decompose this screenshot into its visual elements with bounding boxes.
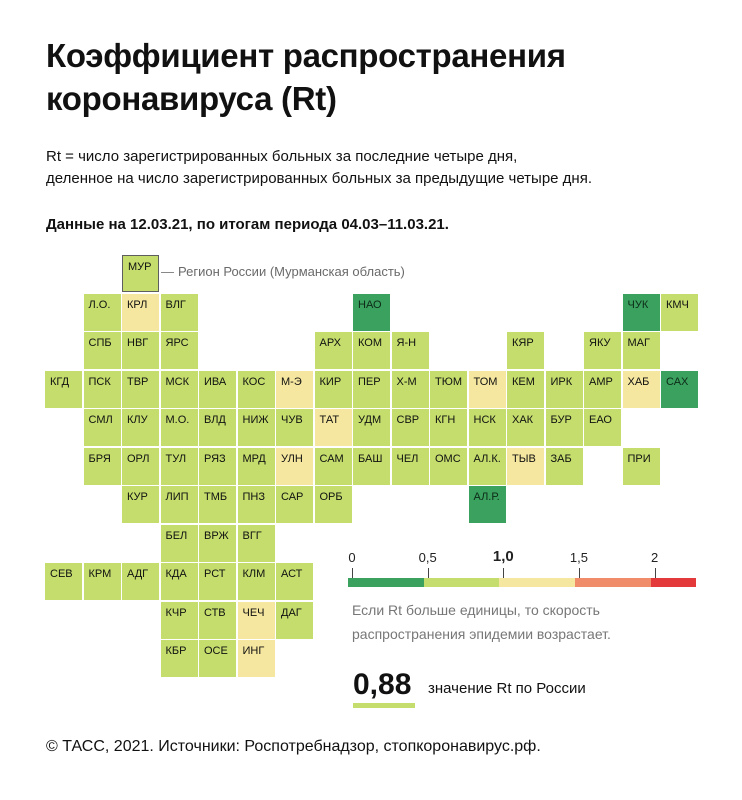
region-code: Я-Н xyxy=(396,337,417,349)
region-tile-10 xyxy=(315,332,352,369)
scale-tick-label-4: 2 xyxy=(650,550,659,565)
region-code: КОМ xyxy=(358,337,383,349)
region-tile-62 xyxy=(161,486,198,523)
region-tile-75 xyxy=(199,563,236,600)
region-tile-41 xyxy=(392,409,429,446)
region-tile-32 xyxy=(661,371,698,408)
region-code: САХ xyxy=(666,375,689,388)
region-tile-74 xyxy=(161,563,198,600)
region-tile-77 xyxy=(276,563,313,600)
region-tile-80 xyxy=(238,602,275,639)
region-code: КМЧ xyxy=(666,298,689,311)
scale-note-line-2: распространения эпидемии возрастает. xyxy=(352,626,611,642)
region-tile-59 xyxy=(546,448,583,485)
region-code: КДА xyxy=(165,568,187,580)
region-code: УЛН xyxy=(281,452,303,465)
region-tile-8 xyxy=(122,332,159,369)
region-code: ЕАО xyxy=(589,414,612,426)
region-tile-45 xyxy=(546,409,583,446)
region-code: КЧР xyxy=(165,606,187,619)
region-tile-83 xyxy=(199,640,236,677)
region-code: М-Э xyxy=(281,375,302,388)
region-code: ОСЕ xyxy=(204,645,228,657)
region-tile-27 xyxy=(469,371,506,408)
region-code: КРЛ xyxy=(127,298,148,311)
region-tile-1 xyxy=(84,294,121,331)
region-code: МСК xyxy=(165,375,190,388)
region-tile-58 xyxy=(507,448,544,485)
region-code: АЛ.К. xyxy=(473,452,501,465)
region-code: ХАК xyxy=(512,414,534,426)
region-code: ЧЕЧ xyxy=(242,606,265,619)
region-code: ИВА xyxy=(204,375,227,388)
region-tile-48 xyxy=(122,448,159,485)
region-code: ЗАБ xyxy=(550,452,572,465)
region-tile-29 xyxy=(546,371,583,408)
scale-tick-mark-1 xyxy=(428,568,429,578)
russia-rt-value: 0,88 xyxy=(353,668,412,701)
scale-tick-label-1: 0,5 xyxy=(418,550,437,565)
region-tile-69 xyxy=(199,525,236,562)
region-code: ХАБ xyxy=(627,375,650,388)
region-tile-3 xyxy=(161,294,198,331)
region-code: Х-М xyxy=(396,375,417,388)
scale-note xyxy=(352,598,712,646)
color-scale xyxy=(348,550,698,590)
region-code: ИРК xyxy=(550,375,573,388)
region-tile-82 xyxy=(161,640,198,677)
region-code: БЕЛ xyxy=(165,529,188,542)
region-tile-9 xyxy=(161,332,198,369)
region-tile-14 xyxy=(584,332,621,369)
region-tile-35 xyxy=(161,409,198,446)
region-code: ОРБ xyxy=(319,491,343,503)
scale-note-line-1: Если Rt больше единицы, то скорость xyxy=(352,602,600,618)
region-tile-52 xyxy=(276,448,313,485)
region-code: БАШ xyxy=(358,452,383,465)
region-code: ПРИ xyxy=(627,452,651,465)
region-code: ТЮМ xyxy=(435,375,462,388)
region-code: АЛ.Р. xyxy=(473,491,500,503)
date-line: Данные на 12.03.21, по итогам периода 04.03–11.03.21. xyxy=(46,216,449,233)
region-tile-31 xyxy=(623,371,660,408)
region-tile-21 xyxy=(238,371,275,408)
region-tile-36 xyxy=(199,409,236,446)
footer-source: © ТАСС, 2021. Источники: Роспотребнадзор, стопкоронавирус.рф. xyxy=(46,738,541,755)
region-code: ОМС xyxy=(435,452,461,465)
region-tile-61 xyxy=(122,486,159,523)
scale-segment-0 xyxy=(348,578,424,587)
region-tile-40 xyxy=(353,409,390,446)
region-code: КУР xyxy=(127,491,148,503)
region-tile-19 xyxy=(161,371,198,408)
region-code: ТМБ xyxy=(204,491,228,503)
region-code: РСТ xyxy=(204,568,226,580)
region-tile-37 xyxy=(238,409,275,446)
subtitle-line-2: деленное на число зарегистрированных больных за предыдущие четыре дня. xyxy=(46,170,592,187)
legend-connector xyxy=(161,272,174,273)
region-code: КЯР xyxy=(512,337,534,349)
region-code: ВЛГ xyxy=(165,298,186,311)
region-code: КЕМ xyxy=(512,375,535,388)
region-tile-81 xyxy=(276,602,313,639)
region-code: АСТ xyxy=(281,568,303,580)
region-tile-54 xyxy=(353,448,390,485)
region-code: ВРЖ xyxy=(204,529,229,542)
scale-tick-label-3: 1,5 xyxy=(569,550,588,565)
region-tile-65 xyxy=(276,486,313,523)
region-code: ПНЗ xyxy=(242,491,265,503)
subtitle-line-1: Rt = число зарегистрированных больных за последние четыре дня, xyxy=(46,148,518,165)
region-code: АДГ xyxy=(127,568,149,580)
scale-segment-3 xyxy=(575,578,651,587)
region-tile-63 xyxy=(199,486,236,523)
region-tile-34 xyxy=(122,409,159,446)
region-code: ЯКУ xyxy=(589,337,611,349)
region-tile-51 xyxy=(238,448,275,485)
region-code: АМР xyxy=(589,375,613,388)
region-code: КЛУ xyxy=(127,414,148,426)
region-code: КГН xyxy=(435,414,456,426)
region-tile-25 xyxy=(392,371,429,408)
region-code: ТВР xyxy=(127,375,149,388)
region-code: КОС xyxy=(242,375,266,388)
region-code: КРМ xyxy=(88,568,112,580)
region-code: ОРЛ xyxy=(127,452,150,465)
region-code: АРХ xyxy=(319,337,342,349)
region-code: РЯЗ xyxy=(204,452,226,465)
region-tile-0 xyxy=(122,255,159,292)
region-tile-64 xyxy=(238,486,275,523)
region-code: ВГГ xyxy=(242,529,262,542)
region-tile-49 xyxy=(161,448,198,485)
region-code: ТУЛ xyxy=(165,452,187,465)
page-title: Коэффициент распространения коронавируса (Rt) xyxy=(46,37,566,117)
region-tile-24 xyxy=(353,371,390,408)
region-tile-22 xyxy=(276,371,313,408)
region-tile-42 xyxy=(430,409,467,446)
region-code: УДМ xyxy=(358,414,382,426)
region-tile-50 xyxy=(199,448,236,485)
region-tile-16 xyxy=(45,371,82,408)
scale-tick-label-0: 0 xyxy=(348,550,356,565)
region-code: СМЛ xyxy=(88,414,113,426)
region-code: КБР xyxy=(165,645,187,657)
region-code: СТВ xyxy=(204,606,226,619)
region-code: ТОМ xyxy=(473,375,498,388)
region-tile-20 xyxy=(199,371,236,408)
region-tile-6 xyxy=(661,294,698,331)
region-code: ЧЕЛ xyxy=(396,452,419,465)
region-tile-18 xyxy=(122,371,159,408)
scale-segment-1 xyxy=(424,578,500,587)
region-code: ПСК xyxy=(88,375,111,388)
region-tile-13 xyxy=(507,332,544,369)
region-tile-33 xyxy=(84,409,121,446)
region-tile-38 xyxy=(276,409,313,446)
region-tile-71 xyxy=(45,563,82,600)
region-code: СВР xyxy=(396,414,420,426)
region-code: САМ xyxy=(319,452,344,465)
region-code: Л.О. xyxy=(88,298,111,311)
region-tile-30 xyxy=(584,371,621,408)
region-tile-2 xyxy=(122,294,159,331)
region-tile-57 xyxy=(469,448,506,485)
scale-tick-mark-4 xyxy=(655,568,656,578)
region-code: СЕВ xyxy=(50,568,73,580)
russia-rt-underline xyxy=(353,703,415,708)
region-code: БРЯ xyxy=(88,452,111,465)
region-tile-72 xyxy=(84,563,121,600)
region-tile-60 xyxy=(623,448,660,485)
region-tile-78 xyxy=(161,602,198,639)
region-tile-66 xyxy=(315,486,352,523)
scale-segment-2 xyxy=(499,578,575,587)
region-code: ДАГ xyxy=(281,606,302,619)
region-code: НВГ xyxy=(127,337,149,349)
region-code: НАО xyxy=(358,298,382,311)
region-code: ЧУВ xyxy=(281,414,303,426)
region-tile-56 xyxy=(430,448,467,485)
region-tile-5 xyxy=(623,294,660,331)
region-tile-44 xyxy=(507,409,544,446)
scale-tick-mark-0 xyxy=(352,568,353,578)
region-code: НСК xyxy=(473,414,496,426)
region-code: МАГ xyxy=(627,337,650,349)
region-code: КЛМ xyxy=(242,568,266,580)
region-code: СПБ xyxy=(88,337,112,349)
region-tile-53 xyxy=(315,448,352,485)
region-tile-55 xyxy=(392,448,429,485)
region-code: ЯРС xyxy=(165,337,189,349)
region-code: М.О. xyxy=(165,414,190,426)
region-tile-26 xyxy=(430,371,467,408)
region-tile-11 xyxy=(353,332,390,369)
russia-rt-label: значение Rt по России xyxy=(428,680,586,697)
region-code: ТЫВ xyxy=(512,452,536,465)
region-tile-67 xyxy=(469,486,506,523)
region-code: ТАТ xyxy=(319,414,340,426)
region-tile-17 xyxy=(84,371,121,408)
scale-segment-4 xyxy=(651,578,696,587)
region-tile-70 xyxy=(238,525,275,562)
region-code: НИЖ xyxy=(242,414,269,426)
region-tile-76 xyxy=(238,563,275,600)
region-tile-12 xyxy=(392,332,429,369)
region-code: КГД xyxy=(50,375,70,388)
region-tile-43 xyxy=(469,409,506,446)
region-tile-47 xyxy=(84,448,121,485)
region-tile-23 xyxy=(315,371,352,408)
region-code: ИНГ xyxy=(242,645,265,657)
region-tile-4 xyxy=(353,294,390,331)
region-tile-84 xyxy=(238,640,275,677)
region-tile-7 xyxy=(84,332,121,369)
scale-tick-label-2: 1,0 xyxy=(492,548,514,565)
region-code: САР xyxy=(281,491,304,503)
region-code: КИР xyxy=(319,375,342,388)
region-code: ЧУК xyxy=(627,298,649,311)
region-tile-79 xyxy=(199,602,236,639)
region-code: БУР xyxy=(550,414,572,426)
region-tile-46 xyxy=(584,409,621,446)
legend-example-label: Регион России (Мурманская область) xyxy=(178,264,405,279)
region-tile-68 xyxy=(161,525,198,562)
scale-tick-mark-2 xyxy=(503,568,504,578)
region-code: МУР xyxy=(128,261,152,273)
region-code: ЛИП xyxy=(165,491,189,503)
region-code: ПЕР xyxy=(358,375,381,388)
region-tile-28 xyxy=(507,371,544,408)
region-tile-15 xyxy=(623,332,660,369)
scale-tick-mark-3 xyxy=(579,568,580,578)
region-code: ВЛД xyxy=(204,414,226,426)
region-tile-39 xyxy=(315,409,352,446)
region-tile-73 xyxy=(122,563,159,600)
region-code: МРД xyxy=(242,452,266,465)
